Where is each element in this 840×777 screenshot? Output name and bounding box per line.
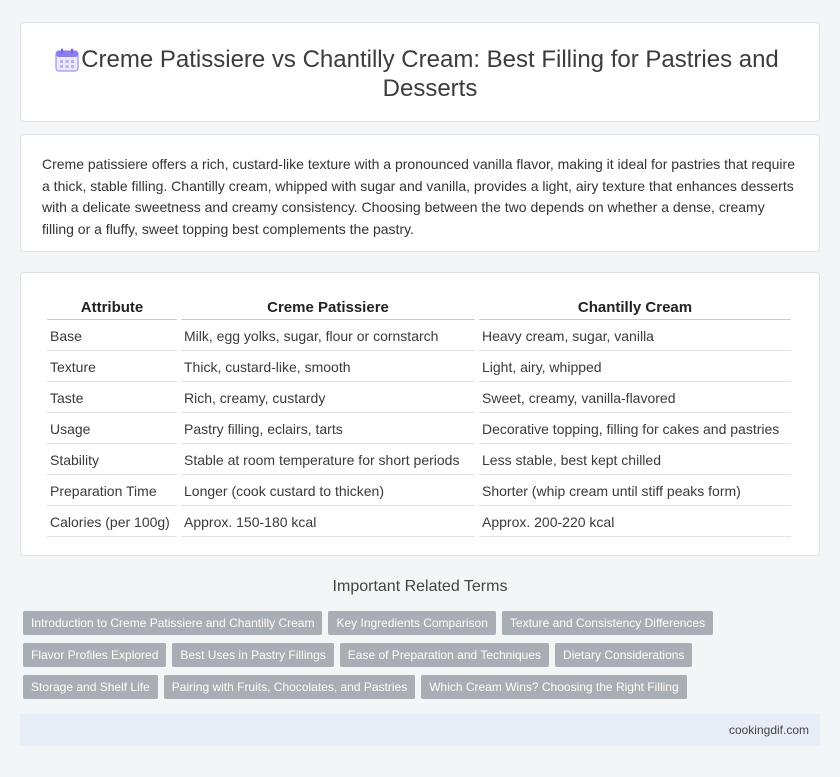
related-term-tag[interactable]: Storage and Shelf Life: [23, 675, 158, 699]
tag-row: [23, 611, 823, 635]
related-term-tag[interactable]: Best Uses in Pastry Fillings: [172, 643, 333, 667]
table-cell: Milk, egg yolks, sugar, flour or cornstarch: [181, 320, 475, 351]
table-row: [47, 506, 791, 537]
table-cell: Texture: [47, 351, 177, 382]
column-header: Attribute: [47, 295, 177, 320]
table-cell: Longer (cook custard to thicken): [181, 475, 475, 506]
table-cell: Stability: [47, 444, 177, 475]
table-cell: Sweet, creamy, vanilla-flavored: [479, 382, 791, 413]
column-header: Chantilly Cream: [479, 295, 791, 320]
comparison-table: [43, 295, 795, 537]
table-row: [47, 382, 791, 413]
table-header-row: [47, 295, 791, 320]
table-cell: Calories (per 100g): [47, 506, 177, 537]
table-row: [47, 413, 791, 444]
table-cell: Pastry filling, eclairs, tarts: [181, 413, 475, 444]
table-cell: Shorter (whip cream until stiff peaks form): [479, 475, 791, 506]
intro-paragraph: Creme patissiere offers a rich, custard-like texture with a pronounced vanilla flavor, making it ideal for pastries that require a thick, stable filling. Chantilly cream, whipped with sugar and vanilla, provides a light, airy texture that enhances desserts with a delicate sweetness and creamy consistency. Choosing between the two depends on whether a dense, creamy filling or a fluffy, sweet topping best complements the pastry.: [42, 156, 795, 237]
footer: [20, 714, 820, 746]
table-row: [47, 475, 791, 506]
related-term-tag[interactable]: Introduction to Creme Patissiere and Chantilly Cream: [23, 611, 322, 635]
column-header: Creme Patissiere: [181, 295, 475, 320]
table-cell: Base: [47, 320, 177, 351]
related-terms-title: Important Related Terms: [332, 578, 508, 595]
header-card: [20, 22, 820, 122]
table-row: [47, 320, 791, 351]
page-title: Creme Patissiere vs Chantilly Cream: Best Filling for Pastries and Desserts: [81, 46, 779, 102]
tag-row: [23, 643, 823, 667]
table-cell: Approx. 150-180 kcal: [181, 506, 475, 537]
related-term-tag[interactable]: Pairing with Fruits, Chocolates, and Pastries: [164, 675, 415, 699]
table-row: [47, 351, 791, 382]
table-cell: Approx. 200-220 kcal: [479, 506, 791, 537]
table-cell: Less stable, best kept chilled: [479, 444, 791, 475]
related-terms-list: [23, 611, 823, 707]
table-cell: Stable at room temperature for short periods: [181, 444, 475, 475]
related-term-tag[interactable]: Dietary Considerations: [555, 643, 692, 667]
related-term-tag[interactable]: Texture and Consistency Differences: [502, 611, 713, 635]
table-cell: Taste: [47, 382, 177, 413]
table-row: [47, 444, 791, 475]
table-cell: Thick, custard-like, smooth: [181, 351, 475, 382]
tag-row: [23, 675, 823, 699]
related-term-tag[interactable]: Flavor Profiles Explored: [23, 643, 166, 667]
related-term-tag[interactable]: Key Ingredients Comparison: [328, 611, 495, 635]
table-cell: Preparation Time: [47, 475, 177, 506]
table-cell: Heavy cream, sugar, vanilla: [479, 320, 791, 351]
related-term-tag[interactable]: Ease of Preparation and Techniques: [340, 643, 549, 667]
comparison-table-card: [20, 272, 820, 556]
site-name[interactable]: cookingdif.com: [728, 723, 809, 737]
table-cell: Light, airy, whipped: [479, 351, 791, 382]
table-cell: Rich, creamy, custardy: [181, 382, 475, 413]
table-cell: Usage: [47, 413, 177, 444]
related-term-tag[interactable]: Which Cream Wins? Choosing the Right Filling: [421, 675, 686, 699]
intro-card: [20, 134, 820, 252]
table-cell: Decorative topping, filling for cakes and pastries: [479, 413, 791, 444]
